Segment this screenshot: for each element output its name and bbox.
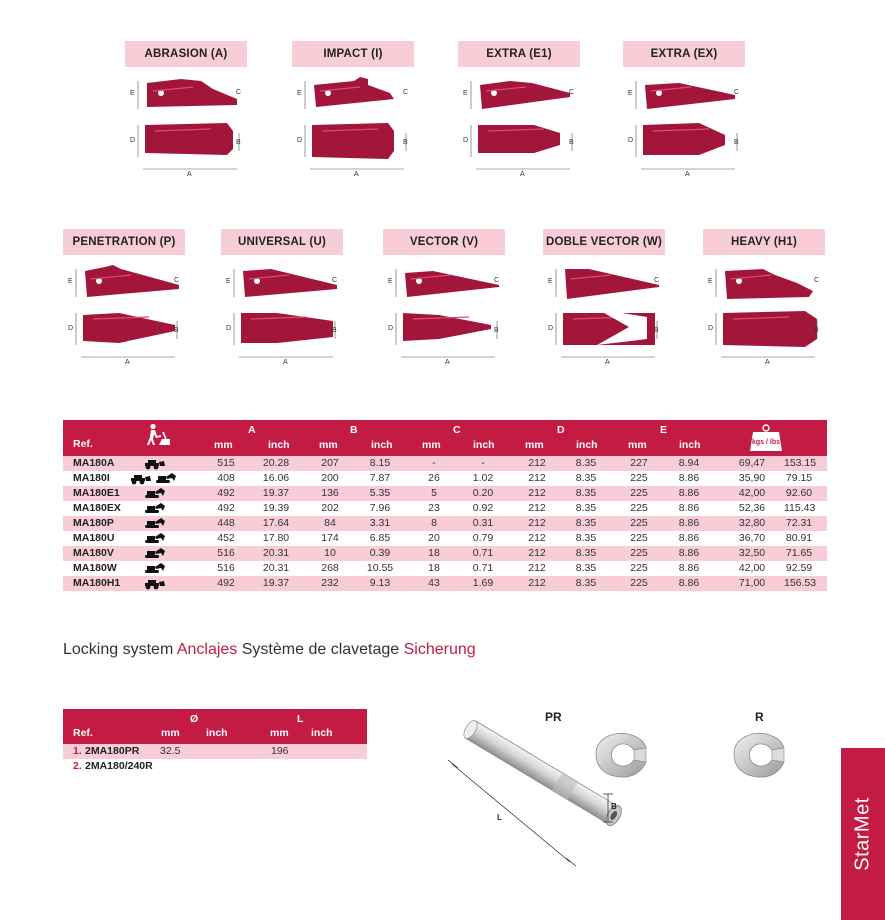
dimension-letter-e: E bbox=[548, 278, 553, 285]
tooth-drawing bbox=[708, 265, 823, 375]
c-in-cell: - bbox=[481, 457, 485, 469]
a-mm-cell: 492 bbox=[217, 502, 235, 514]
e-mm-cell: 225 bbox=[630, 502, 648, 514]
dimension-letter-a: A bbox=[187, 171, 192, 178]
dimension-letter-d: D bbox=[297, 137, 303, 144]
dimension-letter-a: A bbox=[605, 359, 610, 366]
pin-diameter-letter: B bbox=[611, 802, 617, 811]
d-mm-cell: 212 bbox=[528, 502, 546, 514]
c-in-cell: 0.71 bbox=[472, 562, 494, 574]
d-in-cell: 8.35 bbox=[575, 457, 597, 469]
e-in-cell: 8.86 bbox=[678, 577, 700, 589]
c-in-cell: 1.02 bbox=[472, 472, 494, 484]
dimension-letter-c: C bbox=[569, 89, 575, 96]
c-in-cell: 0.79 bbox=[472, 532, 494, 544]
a-in-cell: 19.37 bbox=[262, 577, 290, 589]
lbs-cell: 115.43 bbox=[784, 502, 816, 514]
b-in-cell: 0.39 bbox=[369, 547, 391, 559]
dimension-letter-b: B bbox=[654, 327, 659, 334]
c-in-cell: 1.69 bbox=[472, 577, 494, 589]
a-in-cell: 19.37 bbox=[262, 487, 290, 499]
dimension-letter-b: B bbox=[236, 139, 241, 146]
c-mm-cell: 8 bbox=[431, 517, 437, 529]
dimension-letter-a: A bbox=[520, 171, 525, 178]
b-mm-cell: 84 bbox=[324, 517, 336, 529]
locking-title-fr: Système de clavetage bbox=[237, 641, 404, 658]
b-mm-cell: 200 bbox=[321, 472, 339, 484]
kg-cell: 71,00 bbox=[738, 577, 766, 589]
d-in-cell: 8.35 bbox=[575, 502, 597, 514]
d-in-cell: 8.35 bbox=[575, 547, 597, 559]
locking-title-es: Anclajes bbox=[176, 641, 238, 658]
a-mm-cell: 516 bbox=[217, 562, 235, 574]
locking-num-cell: 2. bbox=[73, 760, 82, 772]
b-inch-header: inch bbox=[371, 439, 393, 451]
a-mm-cell: 452 bbox=[217, 532, 235, 544]
a-mm-header: mm bbox=[214, 439, 233, 451]
dimension-letter-d: D bbox=[226, 325, 232, 332]
e-in-cell: 8.86 bbox=[678, 517, 700, 529]
d-in-cell: 8.35 bbox=[575, 577, 597, 589]
locking-table-body bbox=[63, 744, 367, 774]
d-in-cell: 8.35 bbox=[575, 472, 597, 484]
b-in-cell: 8.15 bbox=[369, 457, 391, 469]
dimension-letter-c: C bbox=[654, 277, 660, 284]
locking-system-title bbox=[63, 641, 476, 659]
locking-code-cell: 2MA180PR bbox=[85, 745, 140, 757]
dimension-letter-d: D bbox=[463, 137, 469, 144]
tooth-drawing bbox=[130, 77, 245, 187]
b-in-cell: 3.31 bbox=[369, 517, 391, 529]
teeth-spec-table bbox=[63, 420, 827, 591]
lbs-cell: 72.31 bbox=[785, 517, 813, 529]
b-mm-cell: 10 bbox=[324, 547, 336, 559]
dimension-letter-e: E bbox=[388, 278, 393, 285]
b-mm-cell: 174 bbox=[321, 532, 339, 544]
b-mm-cell: 202 bbox=[321, 502, 339, 514]
a-in-cell: 17.80 bbox=[262, 532, 290, 544]
machine-header-icon bbox=[145, 423, 171, 450]
tooth-drawing bbox=[463, 77, 578, 187]
teeth-table-header bbox=[63, 420, 827, 456]
length-mm-header: mm bbox=[270, 727, 289, 739]
length-header: L bbox=[297, 713, 304, 725]
d-in-cell: 8.35 bbox=[575, 517, 597, 529]
c-mm-cell: 43 bbox=[428, 577, 440, 589]
c-mm-cell: 5 bbox=[431, 487, 437, 499]
b-in-cell: 9.13 bbox=[369, 577, 391, 589]
dimension-letter-e: E bbox=[130, 90, 135, 97]
pin-length-letter: L bbox=[497, 813, 502, 822]
tooth-drawing bbox=[628, 77, 743, 187]
kg-cell: 42,00 bbox=[738, 487, 766, 499]
e-in-cell: 8.86 bbox=[678, 532, 700, 544]
weight-icon bbox=[749, 424, 783, 452]
tooth-type-label: DOBLE VECTOR (W) bbox=[543, 229, 665, 255]
a-in-cell: 19.39 bbox=[262, 502, 290, 514]
b-mm-cell: 136 bbox=[321, 487, 339, 499]
a-mm-cell: 492 bbox=[217, 577, 235, 589]
dimension-letter-c: C bbox=[403, 89, 409, 96]
group-c-header: C bbox=[453, 424, 461, 436]
dimension-letter-a: A bbox=[354, 171, 359, 178]
tooth-drawing bbox=[68, 265, 183, 375]
a-in-cell: 17.64 bbox=[262, 517, 290, 529]
d-mm-cell: 212 bbox=[528, 562, 546, 574]
dimension-letter-e: E bbox=[628, 90, 633, 97]
e-mm-cell: 225 bbox=[630, 487, 648, 499]
lbs-cell: 71.65 bbox=[785, 547, 813, 559]
e-mm-cell: 225 bbox=[630, 532, 648, 544]
dimension-letter-a: A bbox=[765, 359, 770, 366]
d-mm-cell: 212 bbox=[528, 457, 546, 469]
dimension-letter-c: C bbox=[174, 277, 180, 284]
tooth-type-label: UNIVERSAL (U) bbox=[221, 229, 343, 255]
a-in-cell: 20.31 bbox=[262, 547, 290, 559]
dimension-letter-c: C bbox=[494, 277, 500, 284]
dimension-letter-d: D bbox=[68, 325, 74, 332]
table-row bbox=[63, 501, 827, 516]
c-mm-cell: 20 bbox=[428, 532, 440, 544]
dimension-letter-a: A bbox=[685, 171, 690, 178]
retainer-drawing-1 bbox=[588, 728, 650, 785]
locking-code-cell: 2MA180/240R bbox=[85, 760, 153, 772]
tooth-type-label: PENETRATION (P) bbox=[63, 229, 185, 255]
d-in-cell: 8.35 bbox=[575, 562, 597, 574]
lbs-cell: 92.59 bbox=[785, 562, 813, 574]
ref-cell: MA180W bbox=[73, 562, 117, 574]
d-mm-cell: 212 bbox=[528, 472, 546, 484]
tooth-type-label: ABRASION (A) bbox=[125, 41, 247, 67]
table-row bbox=[63, 576, 827, 591]
dimension-letter-e: E bbox=[708, 278, 713, 285]
dimension-letter-b: B bbox=[814, 327, 819, 334]
e-in-cell: 8.86 bbox=[678, 472, 700, 484]
dimension-letter-b: B bbox=[174, 327, 179, 334]
diameter-inch-header: inch bbox=[206, 727, 228, 739]
c-inch-header: inch bbox=[473, 439, 495, 451]
locking-num-cell: 1. bbox=[73, 745, 82, 757]
e-in-cell: 8.94 bbox=[678, 457, 700, 469]
ref-cell: MA180H1 bbox=[73, 577, 121, 589]
table-row bbox=[63, 561, 827, 576]
c-mm-cell: - bbox=[432, 457, 436, 469]
locking-d-mm-cell: 32.5 bbox=[160, 745, 181, 757]
loader-icon bbox=[143, 577, 169, 593]
e-inch-header: inch bbox=[679, 439, 701, 451]
dimension-letter-d: D bbox=[548, 325, 554, 332]
tooth-type-label: EXTRA (EX) bbox=[623, 41, 745, 67]
kg-cell: 42,00 bbox=[738, 562, 766, 574]
brand-tab bbox=[841, 748, 885, 920]
dimension-letter-e: E bbox=[68, 278, 73, 285]
tooth-drawing bbox=[548, 265, 663, 375]
b-in-cell: 7.87 bbox=[369, 472, 391, 484]
b-in-cell: 5.35 bbox=[369, 487, 391, 499]
dimension-letter-b: B bbox=[734, 139, 739, 146]
locking-l-mm-cell: 196 bbox=[271, 745, 289, 757]
d-mm-cell: 212 bbox=[528, 577, 546, 589]
dimension-letter-d: D bbox=[388, 325, 394, 332]
e-mm-header: mm bbox=[628, 439, 647, 451]
b-mm-cell: 268 bbox=[321, 562, 339, 574]
dimension-letter-e: E bbox=[463, 90, 468, 97]
dimension-letter-b: B bbox=[494, 327, 499, 334]
locking-row bbox=[63, 744, 367, 759]
kg-cell: 69,47 bbox=[738, 457, 766, 469]
table-row bbox=[63, 471, 827, 486]
d-mm-cell: 212 bbox=[528, 487, 546, 499]
lbs-cell: 92.60 bbox=[785, 487, 813, 499]
d-inch-header: inch bbox=[576, 439, 598, 451]
c-mm-cell: 26 bbox=[428, 472, 440, 484]
table-row bbox=[63, 456, 827, 471]
tooth-type-label: EXTRA (E1) bbox=[458, 41, 580, 67]
dimension-letter-b: B bbox=[332, 327, 337, 334]
tooth-type-label: VECTOR (V) bbox=[383, 229, 505, 255]
e-in-cell: 8.86 bbox=[678, 502, 700, 514]
d-mm-header: mm bbox=[525, 439, 544, 451]
a-mm-cell: 408 bbox=[217, 472, 235, 484]
brand-name: StarMet bbox=[851, 797, 874, 871]
dimension-letter-b: B bbox=[569, 139, 574, 146]
retainer-label: R bbox=[755, 710, 764, 724]
b-in-cell: 7.96 bbox=[369, 502, 391, 514]
e-in-cell: 8.86 bbox=[678, 487, 700, 499]
lbs-cell: 80.91 bbox=[785, 532, 813, 544]
locking-title-en: Locking system bbox=[63, 641, 177, 658]
dimension-letter-a: A bbox=[283, 359, 288, 366]
b-mm-cell: 232 bbox=[321, 577, 339, 589]
e-mm-cell: 225 bbox=[630, 562, 648, 574]
table-row bbox=[63, 531, 827, 546]
ref-cell: MA180EX bbox=[73, 502, 121, 514]
a-inch-header: inch bbox=[268, 439, 290, 451]
diameter-header: Ø bbox=[190, 713, 199, 725]
dimension-letter-e: E bbox=[297, 90, 302, 97]
teeth-table-body bbox=[63, 456, 827, 591]
tooth-drawing bbox=[297, 77, 412, 187]
e-mm-cell: 225 bbox=[630, 517, 648, 529]
kg-cell: 36,70 bbox=[738, 532, 766, 544]
c-in-cell: 0.31 bbox=[472, 517, 494, 529]
dimension-letter-d: D bbox=[130, 137, 136, 144]
c-in-cell: 0.92 bbox=[472, 502, 494, 514]
e-in-cell: 8.86 bbox=[678, 547, 700, 559]
dimension-letter-e: E bbox=[226, 278, 231, 285]
dimension-letter-c: C bbox=[236, 89, 242, 96]
dimension-letter-b: B bbox=[403, 139, 408, 146]
ref-cell: MA180A bbox=[73, 457, 115, 469]
a-mm-cell: 448 bbox=[217, 517, 235, 529]
c-mm-header: mm bbox=[422, 439, 441, 451]
lbs-cell: 79.15 bbox=[785, 472, 813, 484]
tooth-type-label: HEAVY (H1) bbox=[703, 229, 825, 255]
tooth-drawing bbox=[388, 265, 503, 375]
lock-ref-header: Ref. bbox=[73, 727, 93, 739]
dimension-letter-d: D bbox=[628, 137, 634, 144]
weight-header bbox=[749, 424, 783, 455]
locking-table bbox=[63, 709, 367, 774]
ref-cell: MA180E1 bbox=[73, 487, 120, 499]
d-mm-cell: 212 bbox=[528, 532, 546, 544]
d-mm-cell: 212 bbox=[528, 517, 546, 529]
retainer-drawing-2 bbox=[726, 728, 788, 785]
dimension-letter-c: C bbox=[814, 277, 820, 284]
ref-header: Ref. bbox=[73, 438, 93, 450]
a-mm-cell: 516 bbox=[217, 547, 235, 559]
dimension-letter-a: A bbox=[445, 359, 450, 366]
b-in-cell: 10.55 bbox=[366, 562, 394, 574]
ref-cell: MA180P bbox=[73, 517, 114, 529]
c-in-cell: 0.20 bbox=[472, 487, 494, 499]
a-mm-cell: 515 bbox=[217, 457, 235, 469]
ref-cell: MA180U bbox=[73, 532, 115, 544]
tooth-type-label: IMPACT (I) bbox=[292, 41, 414, 67]
c-mm-cell: 18 bbox=[428, 547, 440, 559]
a-mm-cell: 492 bbox=[217, 487, 235, 499]
tooth-drawing bbox=[226, 265, 341, 375]
e-mm-cell: 225 bbox=[630, 547, 648, 559]
a-in-cell: 20.28 bbox=[262, 457, 290, 469]
e-in-cell: 8.86 bbox=[678, 562, 700, 574]
b-mm-header: mm bbox=[319, 439, 338, 451]
dimension-letter-d: D bbox=[708, 325, 714, 332]
group-a-header: A bbox=[248, 424, 256, 436]
ref-cell: MA180I bbox=[73, 472, 110, 484]
c-mm-cell: 18 bbox=[428, 562, 440, 574]
dimension-letter-c: C bbox=[332, 277, 338, 284]
dimension-letter-a: A bbox=[125, 359, 130, 366]
locking-row bbox=[63, 759, 367, 774]
c-mm-cell: 23 bbox=[428, 502, 440, 514]
pin-label: PR bbox=[545, 710, 562, 724]
group-e-header: E bbox=[660, 424, 668, 436]
kg-cell: 35,90 bbox=[738, 472, 766, 484]
locking-title-de: Sicherung bbox=[403, 641, 476, 658]
group-b-header: B bbox=[350, 424, 358, 436]
weight-unit-label: kgs / lbs bbox=[751, 439, 780, 446]
ref-cell: MA180V bbox=[73, 547, 114, 559]
d-mm-cell: 212 bbox=[528, 547, 546, 559]
d-in-cell: 8.35 bbox=[575, 532, 597, 544]
a-in-cell: 16.06 bbox=[262, 472, 290, 484]
kg-cell: 32,50 bbox=[738, 547, 766, 559]
table-row bbox=[63, 486, 827, 501]
diameter-mm-header: mm bbox=[161, 727, 180, 739]
kg-cell: 52,36 bbox=[738, 502, 766, 514]
lbs-cell: 156.53 bbox=[784, 577, 817, 589]
b-in-cell: 6.85 bbox=[369, 532, 391, 544]
lbs-cell: 153.15 bbox=[784, 457, 817, 469]
e-mm-cell: 225 bbox=[630, 577, 648, 589]
a-in-cell: 20.31 bbox=[262, 562, 290, 574]
table-row bbox=[63, 516, 827, 531]
e-mm-cell: 227 bbox=[630, 457, 648, 469]
kg-cell: 32,80 bbox=[738, 517, 766, 529]
length-inch-header: inch bbox=[311, 727, 333, 739]
locking-table-header bbox=[63, 709, 367, 744]
b-mm-cell: 207 bbox=[321, 457, 339, 469]
e-mm-cell: 225 bbox=[630, 472, 648, 484]
dimension-letter-c: C bbox=[734, 89, 740, 96]
d-in-cell: 8.35 bbox=[575, 487, 597, 499]
table-row bbox=[63, 546, 827, 561]
c-in-cell: 0.71 bbox=[472, 547, 494, 559]
group-d-header: D bbox=[557, 424, 565, 436]
